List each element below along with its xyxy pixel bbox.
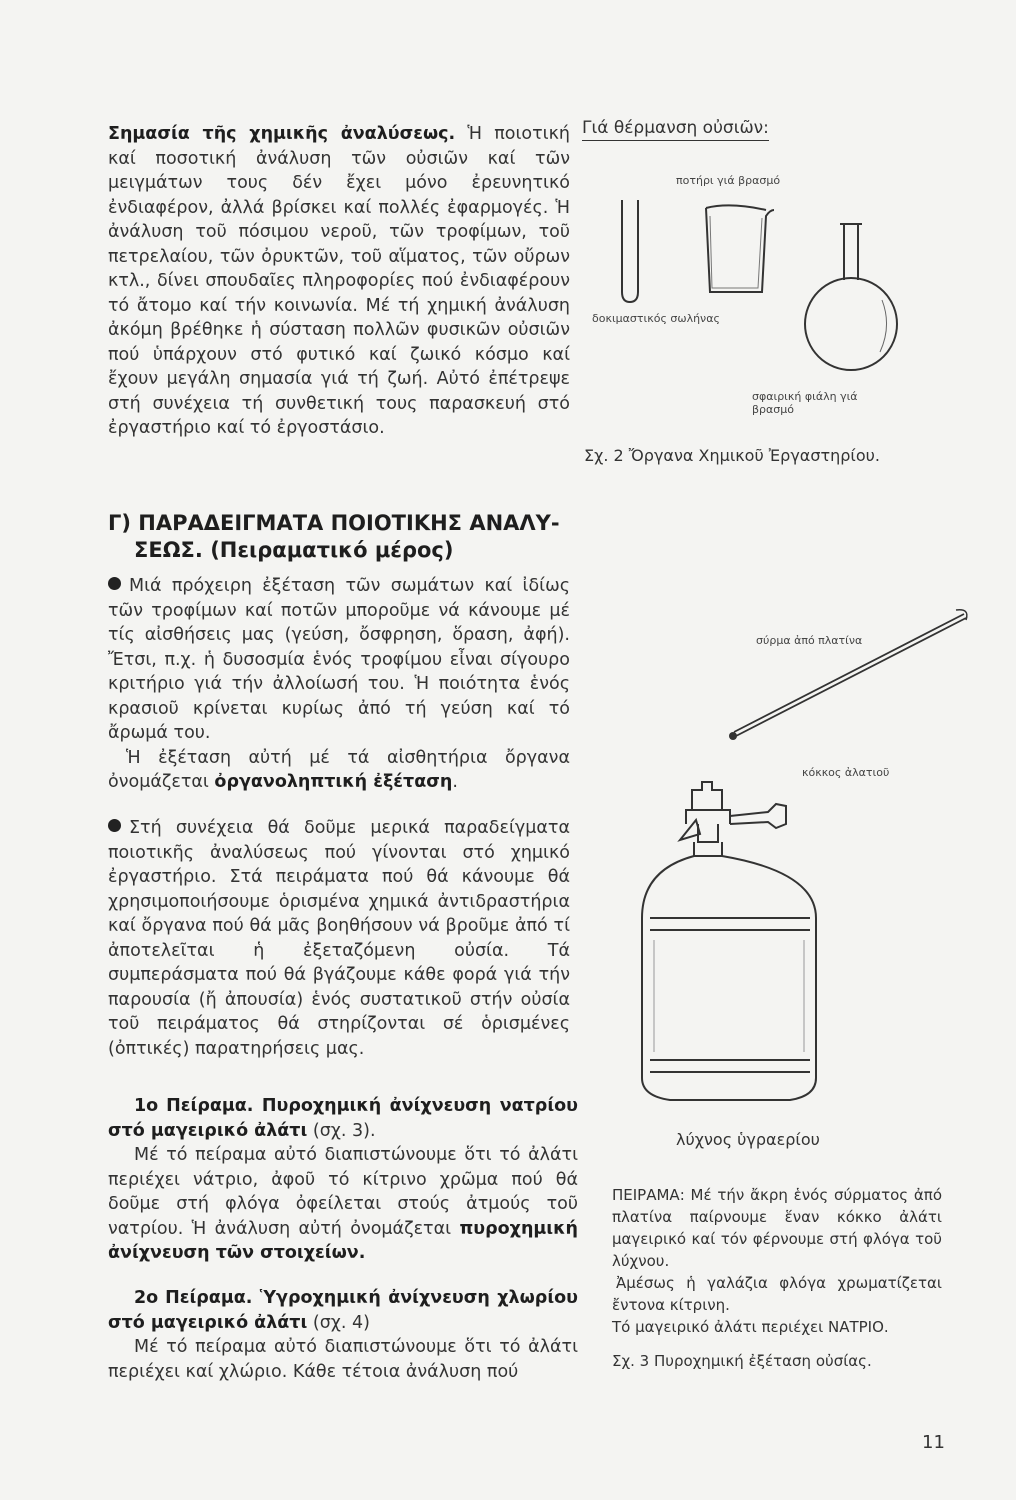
exp2-text: Μέ τό πείραμα αὐτό διαπιστώνουμε ὅτι τό ἀλάτι περιέχει καί χλώριο. Κάθε τέτοια ἀνάλυση πού <box>108 1337 578 1382</box>
bullet-paragraph-1: Μιά πρόχειρη ἐξέταση τῶν σωμάτων καί ἰδίως τῶν τροφίμων καί ποτῶν μποροῦμε νά κάνουμε μέ τίς αἰσθήσεις μας (γεύση, ὄσφρηση, ὅραση, ἀφή). Ἔτσι, π.χ. ἡ δυσοσμία ἑνός τροφίμου εἶναι σίγουρο κριτήριο γιά τήν ἀλλοίωσή του. Ἡ ποιότητα ἑνός κρασιοῦ κρίνεται κυρίως ἀπό τή γεύση καί τό ἄρωμά του. Ἡ ἐξέταση αὐτή μέ τά αἰσθητήρια ὄργανα ὀνομάζεται ὀργανοληπτική ἐξέταση. <box>108 576 570 792</box>
section-heading <box>108 510 578 564</box>
round-flask-icon <box>805 224 897 370</box>
exp2-title: Πείραμα. Ὑγροχημική ἀνίχνευση χλωρίου στό μαγειρικό ἀλάτι <box>108 1288 578 1333</box>
salt-grain-icon <box>729 732 737 740</box>
beaker-icon <box>706 205 774 292</box>
section-heading-line1: Γ) ΠΑΡΑΔΕΙΓΜΑΤΑ ΠΟΙΟΤΙΚΗΣ ΑΝΑΛΥ- <box>108 511 560 535</box>
page-number: 11 <box>922 1432 945 1453</box>
experiment-text: ΠΕΙΡΑΜΑ: Μέ τήν ἄκρη ἑνός σύρματος ἀπό πλατίνα παίρνουμε ἕναν κόκκο ἀλάτι μαγειρικό καί τόν φέρνουμε στή φλόγα τοῦ λύχνου. <box>612 1186 942 1270</box>
experiment-conclusion: Τό μαγειρικό ἀλάτι περιέχει ΝΑΤΡΙΟ. <box>612 1318 889 1336</box>
label-salt-grain: κόκκος ἀλατιοῦ <box>802 766 890 779</box>
bullet1-cont: Ἡ ἐξέταση αὐτή μέ τά αἰσθητήρια ὄργανα ὀνομάζεται <box>108 747 570 792</box>
figure-2-caption: Σχ. 2 Ὄργανα Χημικοῦ Ἐργαστηρίου. <box>584 446 880 465</box>
exp1-title: Πείραμα. Πυροχημική ἀνίχνευση νατρίου στό μαγειρικό ἀλάτι <box>108 1096 578 1141</box>
experiment-2 <box>108 1286 578 1384</box>
exp1-number: 1ο <box>134 1096 159 1116</box>
label-beaker: ποτήρι γιά βρασμό <box>676 174 781 187</box>
test-tube-icon <box>622 200 638 302</box>
bullet-paragraph-2 <box>108 816 570 1061</box>
label-burner: λύχνος ὑγραερίου <box>676 1130 820 1149</box>
section-heading-subtitle: (Πειραματικό μέρος) <box>210 538 454 562</box>
experiment-result: Ἀμέσως ἡ γαλάζια φλόγα χρωματίζεται ἔντονα κίτρινη. <box>612 1274 942 1314</box>
bullet-icon <box>108 577 121 590</box>
gas-burner-icon <box>642 782 816 1100</box>
exp1-text: Μέ τό πείραμα αὐτό διαπιστώνουμε ὅτι τό ἀλάτι περιέχει νάτριο, ἀφοῦ τό κίτρινο χρῶμα πού θά δοῦμε στή φλόγα ὀφείλεται στούς ἀτμούς τοῦ νατρίου. <box>108 1145 578 1239</box>
platinum-wire-illustration <box>720 600 970 750</box>
intro-title: Σημασία τῆς χημικῆς ἀναλύσεως. <box>108 124 456 144</box>
exp2-number: 2ο <box>134 1288 159 1308</box>
platinum-wire-icon <box>734 614 966 736</box>
intro-text: Ἡ ποιοτική καί ποσοτική ἀνάλυση τῶν οὐσιῶν καί τῶν μειγμάτων τους δέν ἔχει μόνο ἐρευνητικό ἐνδιαφέρον, ἀλλά βρίσκει καί πολλές ἐφαρμογές. Ἡ ἀνάλυση τοῦ πόσιμου νεροῦ, τῶν τροφίμων, τοῦ πετρελαίου, τῶν ὀρυκτῶν, τοῦ αἵματος, τῶν οὔρων κτλ., δίνει σπουδαῖες πληροφορίες πού ἐνδιαφέρουν τό ἄτομο καί τήν κοινωνία. Μέ τή χημική ἀνάλυση ἀκόμη βρέθηκε ἡ σύσταση πολλῶν φυσικῶν οὐσιῶν πού ὑπάρχουν στό φυτικό καί ζωικό κόσμο καί ἔχουν μεγάλη σημασία γιά τή ζωή. Αὐτό ἐπέτρεψε στή συνέχεια τή συνθετική τους παρασκευή στό ἐργαστήριο καί τό ἐργοστάσιο. <box>108 124 570 438</box>
figure-2-heading: Γιά θέρμανση οὐσιῶν: <box>582 118 769 141</box>
label-flask <box>752 390 862 416</box>
bullet-icon <box>108 819 121 832</box>
exp1-term: πυροχημική ἀνίχνευση τῶν στοιχείων. <box>108 1218 578 1263</box>
exp1-text2: Ἡ ἀνάλυση αὐτή ὀνομάζεται <box>191 1218 452 1239</box>
label-wire: σύρμα ἀπό πλατίνα <box>756 634 863 647</box>
exp1-ref: (σχ. 3). <box>312 1120 376 1141</box>
bullet2-text: Στή συνέχεια θά δοῦμε μερικά παραδείγματα ποιοτικῆς ἀναλύσεως πού γίνονται στό χημικό ἐργαστήριο. Στά πειράματα πού θά κάνουμε θά χρησιμοποιήσουμε ὁρισμένα χημικά ἀντιδραστήρια καί ὄργανα πού θά μᾶς βοηθήσουν νά βροῦμε ἀπό τί ἀποτελεῖται ἡ ἐξεταζόμενη οὐσία. Τά συμπεράσματα πού θά βγάζουμε κάθε φορά γιά τήν παρουσία (ἤ ἀπουσία) ἑνός συστατικοῦ στήν οὐσία τοῦ πειράματος θά στηρίζονται σέ ὁρισμένες (ὀπτικές) παρατηρήσεις μας. <box>108 818 570 1059</box>
figure-3-caption: Σχ. 3 Πυροχημική ἐξέταση οὐσίας. <box>612 1352 872 1370</box>
label-flask-text: σφαιρική φιάλη γιά βρασμό <box>752 390 858 416</box>
bullet1-text: Μιά πρόχειρη ἐξέταση τῶν σωμάτων καί ἰδίως τῶν τροφίμων καί ποτῶν μποροῦμε νά κάνουμε μέ τίς αἰσθήσεις μας (γεύση, ὄσφρηση, ὅραση, ἀφή). Ἔτσι, π.χ. ἡ δυσοσμία ἑνός τροφίμου εἶναι σίγουρο κριτήριο γιά τήν ἀλλοίωσή του. Ἡ ποιότητα ἑνός κρασιοῦ κρίνεται κυρίως ἀπό τή γεύση καί τό ἄρωμά του. <box>108 576 570 743</box>
intro-paragraph <box>108 122 570 441</box>
exp2-ref: (σχ. 4) <box>312 1312 370 1333</box>
experiment-1 <box>108 1094 578 1266</box>
section-heading-caps: ΣΕΩΣ. <box>134 538 203 562</box>
bullet1-term: ὀργανοληπτική ἐξέταση <box>214 772 453 792</box>
lab-instruments-illustration <box>600 180 900 390</box>
label-test-tube: δοκιμαστικός σωλήνας <box>592 312 720 325</box>
gas-burner-illustration <box>640 780 820 1110</box>
figure-3-experiment-box <box>612 1184 942 1372</box>
